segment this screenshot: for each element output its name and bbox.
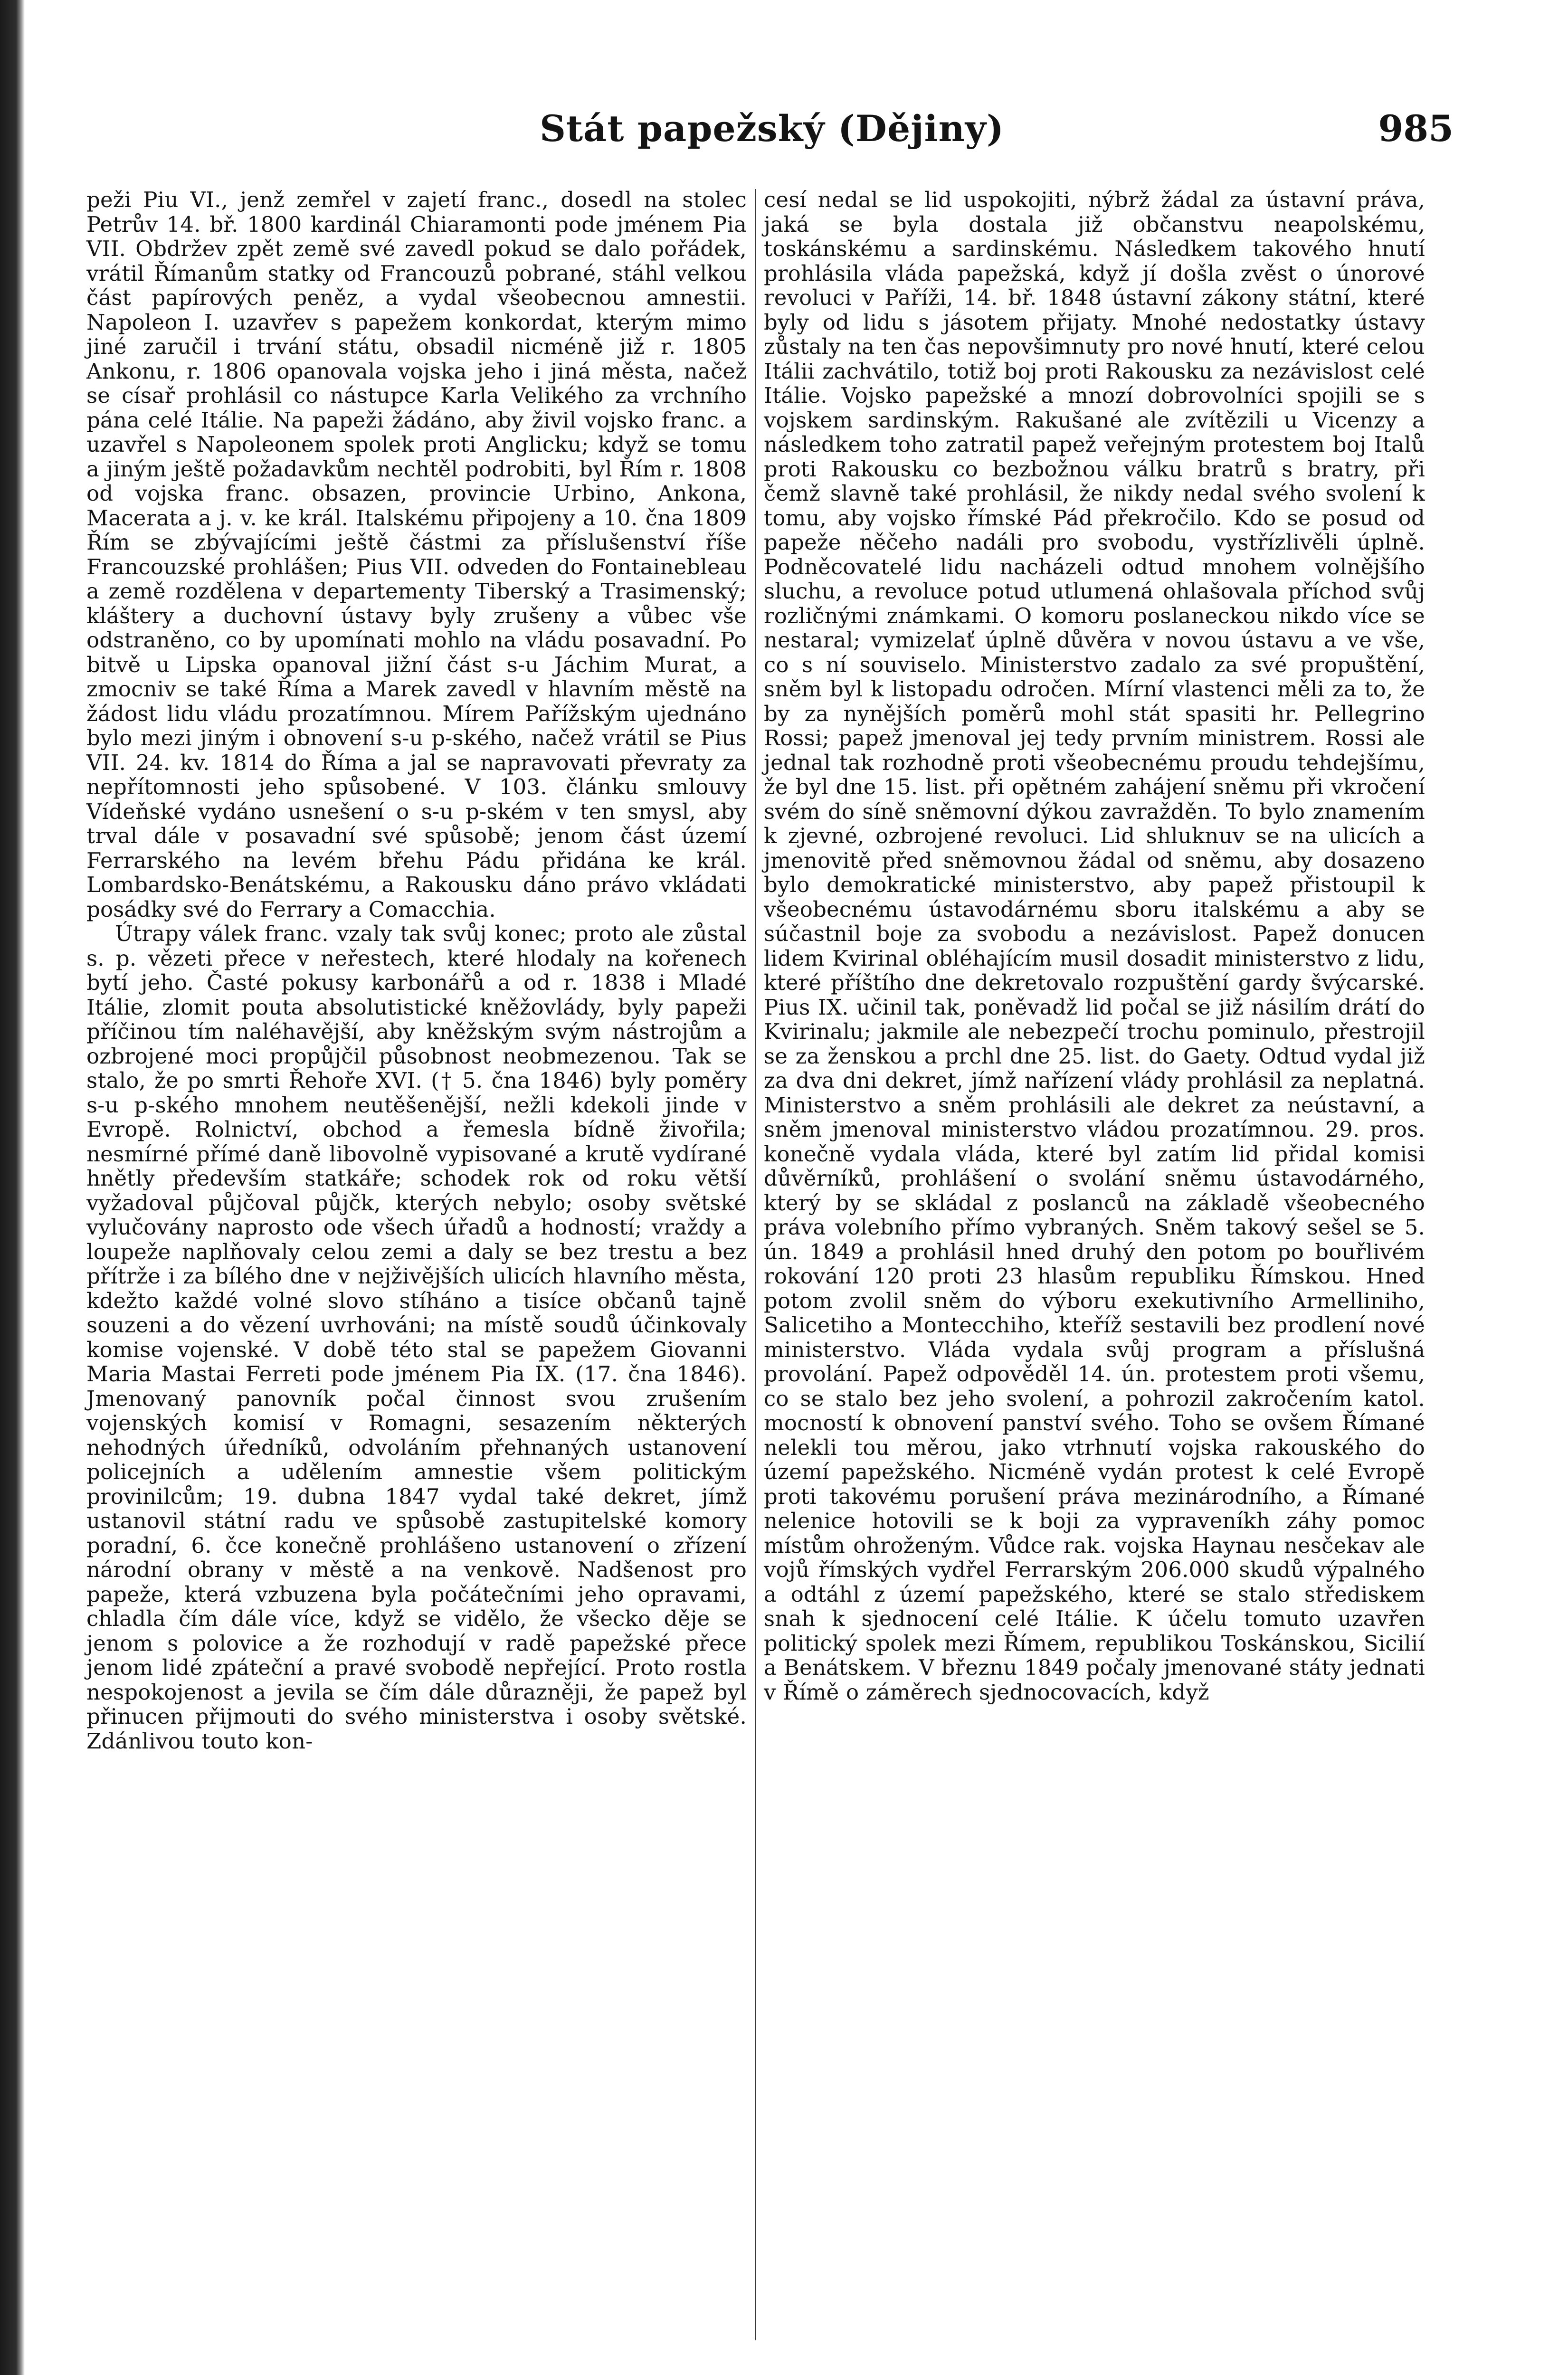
column-divider — [755, 189, 756, 2340]
left-column — [86, 188, 747, 2343]
page-number: 985 — [1378, 107, 1454, 150]
scan-edge — [0, 0, 25, 2375]
paragraph: cesí nedal se lid uspokojiti, nýbrž žádal za ústavní práva, jaká se byla dostala již občanstvu neapolskému, toskánskému a sardinskému. Následkem takového hnutí prohlásila vláda papežská, když jí došla zvěst o únorové revoluci v Paříži, 14. bř. 1848 ústavní zákony státní, které byly od lidu s jásotem přijaty. Mnohé nedostatky ústavy zůstaly na ten čas nepovšimnuty pro nové hnutí, které celou Itálii zachvátilo, totiž boj proti Rakousku za nezávislost celé Itálie. Vojsko papežské a mnozí dobrovolníci spojili se s vojskem sardinským. Rakušané ale zvítězili u Vicenzy a následkem toho zatratil papež veřejným protestem boj Italů proti Rakousku co bezbožnou válku bratrů s bratry, při čemž slavně také prohlásil, že nikdy nedal svého svolení k tomu, aby vojsko římské Pád překročilo. Kdo se posud od papeže něčeho nadáli pro svobodu, vystřízlivěli úplně. Podněcovatelé lidu nacházeli odtud mnohem volnějšího sluchu, a revoluce potud utlumená ohlašovala příchod svůj rozličnými známkami. O komoru poslaneckou nikdo více se nestaral; vymizelať úplně důvěra v novou ústavu a ve vše, co s ní souviselo. Ministerstvo zadalo za své propuštění, sněm byl k listopadu odročen. Mírní vlastenci měli za to, že by za nynějších poměrů mohl stát spasiti hr. Pellegrino Rossi; papež jmenoval jej tedy prvním ministrem. Rossi ale jednal tak rozhodně proti všeobecnému proudu tehdejšímu, že byl dne 15. list. při opětném zahájení sněmu při vkročení svém do síně sněmovní dýkou zavražděn. To bylo znamením k zjevné, ozbrojené revoluci. Lid shluknuv se na ulicích a jmenovitě před sněmovnou žádal od sněmu, aby dosazeno bylo demokratické ministerstvo, aby papež přistoupil k všeobecnému ústavodárnému sboru italskému a aby se súčastnil boje za svobodu a nezávislost. Papež donucen lidem Kvirinal obléhajícím musil dosadit ministerstvo z lidu, které příštího dne dekretovalo rozpuštění gardy švýcarské. Pius IX. učinil tak, poněvadž lid počal se již násilím drátí do Kvirinalu; jakmile ale nebezpečí trochu pominulo, přestrojil se za ženskou a prchl dne 25. list. do Gaety. Odtud vydal již za dva dni dekret, jímž nařízení vlády prohlásil za neplatná. Ministerstvo a sněm prohlásili ale dekret za neústavní, a sněm jmenoval ministerstvo vládou prozatímnou. 29. pros. konečně vydala vláda, které byl zatím lid přidal komisi důvěrníků, prohlášení o svolání sněmu ústavodárného, který by se skládal z poslanců na základě všeobecného práva volebního přímo vybraných. Sněm takový sešel se 5. ún. 1849 a prohlásil hned druhý den potom po bouřlivém rokování 120 proti 23 hlasům republiku Římskou. Hned potom zvolil sněm do výboru exekutivního Armelliniho, Salicetiho a Montecchiho, kteříž sestavili bez prodlení nové ministerstvo. Vláda vydala svůj program a příslušná provolání. Papež odpověděl 14. ún. protestem proti všemu, co se stalo bez jeho svolení, a pohrozil zakročením katol. mocností k obnovení panství svého. Toho se ovšem Římané nelekli tou měrou, jako vtrhnutí vojska rakouského do území papežského. Nicméně vydán protest k celé Evropě proti takovému porušení práva mezinárodního, a Římané nelenice hotovili se k boji za vypraveníkh záhy pomoc místům ohroženým. Vůdce rak. vojska Haynau nesčekav ale vojů římských vydřel Ferrarským 206.000 skudů výpalného a odtáhl z území papežského, které se stalo střediskem snah k sjednocení celé Itálie. K účelu tomuto uzavřen politický spolek mezi Římem, republikou Toskánskou, Sicilií a Benátskem. V březnu 1849 počaly jmenované státy jednati v Římě o záměrech sjednocovacích, když — [764, 187, 1425, 1705]
right-column — [764, 188, 1425, 2343]
running-title: Stát papežský (Dějiny) — [540, 107, 1004, 150]
paragraph: Útrapy válek franc. vzaly tak svůj konec; proto ale zůstal s. p. vězeti přece v neřestech, které hlodaly na kořenech bytí jeho. Časté pokusy karbonářů a od r. 1838 i Mladé Itálie, zlomit pouta absolutistické kněžovlády, byly papeži příčinou tím naléhavější, aby kněžským svým nástrojům a ozbrojené moci propůjčil působnost neobmezenou. Tak se stalo, že po smrti Řehoře XVI. († 5. čna 1846) byly poměry s-u p-ského mnohem neutěšenější, nežli kdekoli jinde v Evropě. Rolnictví, obchod a řemesla bídně živořila; nesmírné přímé daně libovolně vypisované a krutě vydírané hnětly především statkáře; schodek rok od roku větší vyžadoval půjčoval půjčk, kterých nebylo; osoby světské vylučovány naprosto ode všech úřadů a hodností; vraždy a loupeže naplňovaly celou zemi a daly se bez trestu a bez přítrže i za bílého dne v nejživějších ulicích hlavního města, kdežto každé volné slovo stíháno a tisíce občanů tajně souzeni a do vězení uvrhováni; na místě soudů účinkovaly komise vojenské. V době této stal se papežem Giovanni Maria Mastai Ferreti pode jménem Pia IX. (17. čna 1846). Jmenovaný panovník počal činnost svou zrušením vojenských komisí v Romagni, sesazením některých nehodných úředníků, odvoláním přehnaných ustanovení policejních a udělením amnestie všem politickým provinilcům; 19. dubna 1847 vydal také dekret, jímž ustanovil státní radu ve spůsobě zastupitelské komory poradní, 6. čce konečně prohlášeno ustanovení o zřízení národní obrany v městě a na venkově. Nadšenost pro papeže, která vzbuzena byla počátečními jeho opravami, chladla čím dále více, když se vidělo, že všecko děje se jenom s polovice a že rozhodují v radě papežské přece jenom lidé zpáteční a pravé svobodě nepřející. Proto rostla nespokojenost a jevila se čím dále důrazněji, že papež byl přinucen přijmouti do svého ministerstva i osoby světské. Zdánlivou touto kon- — [86, 921, 747, 1754]
paragraph: peži Piu VI., jenž zemřel v zajetí franc., dosedl na stolec Petrův 14. bř. 1800 kardinál Chiaramonti pode jménem Pia VII. Obdržev zpět země své zavedl pokud se dalo pořádek, vrátil Římanům statky od Francouzů pobrané, stáhl velkou část papírových peněz, a vydal všeobecnou amnestii. Napoleon I. uzavřev s papežem konkordat, kterým mimo jiné zaručil i trvání státu, obsadil nicméně již r. 1805 Ankonu, r. 1806 opanovala vojska jeho i jiná města, načež se císař prohlásil co nástupce Karla Velikého za vrchního pána celé Itálie. Na papeži žádáno, aby živil vojsko franc. a uzavřel s Napoleonem spolek proti Anglicku; když se tomu a jiným ještě požadavkům nechtěl podrobiti, byl Řím r. 1808 od vojska franc. obsazen, provincie Urbino, Ankona, Macerata a j. v. ke král. Italskému připojeny a 10. čna 1809 Řím se zbývajícími ještě částmi za příslušenství říše Francouzské prohlášen; Pius VII. odveden do Fontainebleau a země rozdělena v departementy Tiberský a Trasimenský; kláštery a duchovní ústavy byly zrušeny a vůbec vše odstraněno, co by upomínati mohlo na vládu posavadní. Po bitvě u Lipska opanoval jižní část s-u Jáchim Murat, a zmocniv se také Říma a Marek zavedl v hlavním městě na žádost lidu vládu prozatímnou. Mírem Pařížským ujednáno bylo mezi jiným i obnovení s-u p-ského, načež vrátil se Pius VII. 24. kv. 1814 do Říma a jal se napravovati převraty za nepřítomnosti jeho spůsobené. V 103. článku smlouvy Vídeňské vydáno usnešení o s-u p-ském v ten smysl, aby trval dále v posavadní své spůsobě; jenom část území Ferrarského na levém břehu Pádu přidána ke král. Lombardsko-Benátskému, a Rakousku dáno právo vkládati posádky své do Ferrary a Comacchia. — [86, 187, 747, 922]
page-header — [90, 107, 1454, 160]
